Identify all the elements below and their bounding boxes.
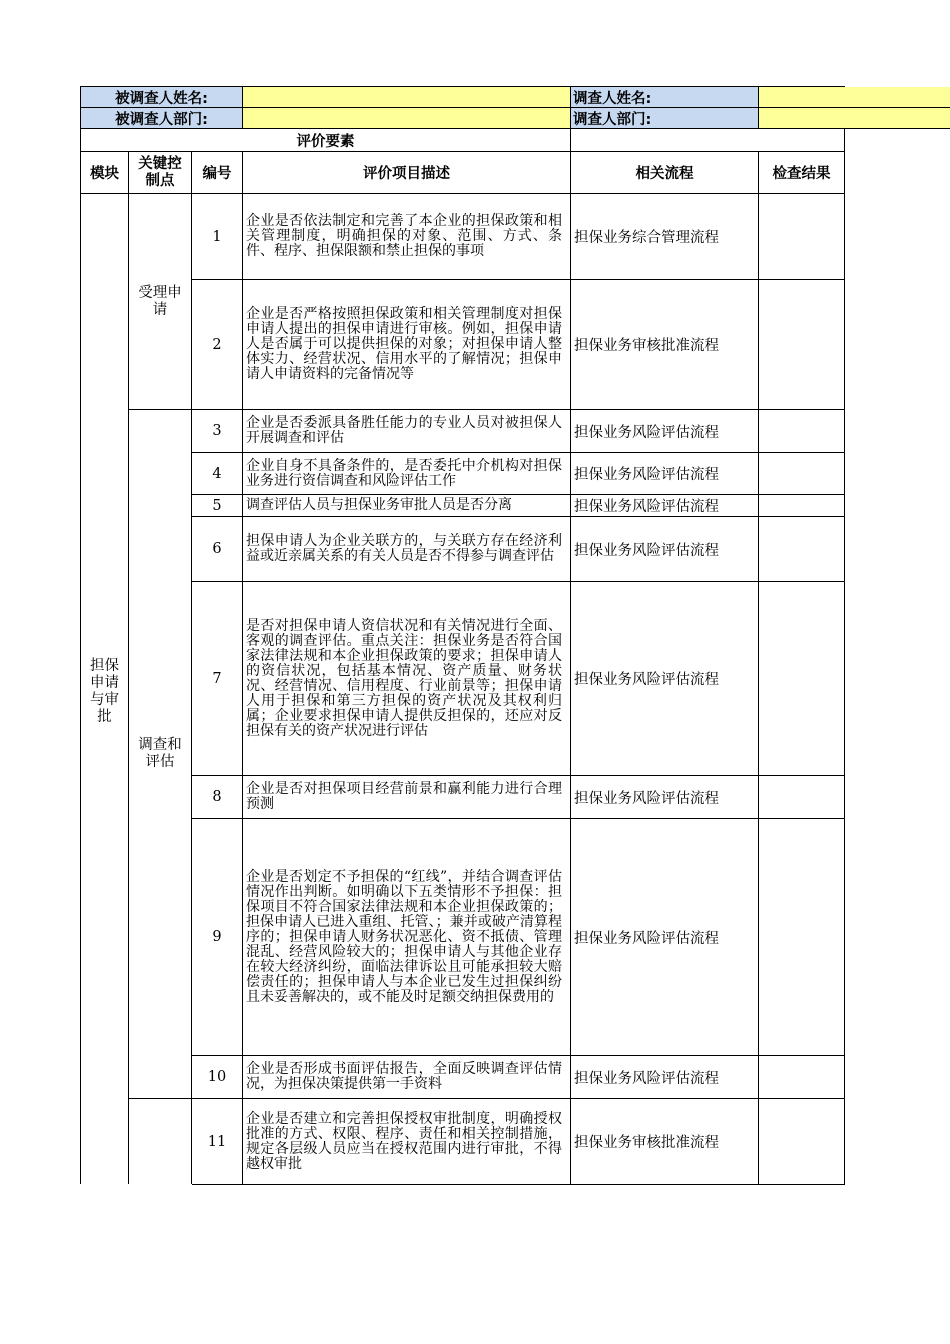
row-9-number: 9 <box>192 819 243 1056</box>
group-header-blank <box>571 129 845 152</box>
row-11-result[interactable] <box>759 1099 845 1185</box>
row-9-result[interactable] <box>759 819 845 1056</box>
row-8-number: 8 <box>192 776 243 819</box>
row-3-result[interactable] <box>759 410 845 453</box>
row-7-description-text: 是否对担保申请人资信状况和有关情况进行全面、客观的调查评估。重点关注：担保业务是否符合国家法律法规和本企业担保政策的要求；担保申请人的资信状况，包括基本情况、资产质量、财务状况、经营情况、信用程度、行业前景等；担保申请人用于担保和第三方担保的资产状况及其权利归属；企业要求担保申请人提供反担保的，还应对反担保有关的资产状况进行评估 <box>246 617 562 739</box>
row-2-number: 2 <box>192 280 243 410</box>
row-5-description-text: 调查评估人员与担保业务审批人员是否分离 <box>246 497 512 513</box>
row-2-result[interactable] <box>759 280 845 410</box>
control-point-approval <box>129 1099 192 1184</box>
surveyee-dept-input[interactable] <box>243 108 571 129</box>
surveyor-dept-input[interactable] <box>759 108 950 129</box>
row-6-description <box>243 517 571 582</box>
surveyee-dept-label: 被调查人部门: <box>81 108 243 129</box>
surveyor-name-label: 调查人姓名: <box>571 87 759 108</box>
column-header-result: 检查结果 <box>759 152 845 194</box>
control-point-accept-application <box>129 194 192 410</box>
row-2-process: 担保业务审核批准流程 <box>571 280 759 410</box>
row-10-description-text: 企业是否形成书面评估报告，全面反映调查评估情况，为担保决策提供第一手资料 <box>246 1061 562 1092</box>
control-point-investigation <box>129 410 192 1099</box>
row-3-description-text: 企业是否委派具备胜任能力的专业人员对被担保人开展调查和评估 <box>246 415 562 446</box>
control-point-investigation-label: 调查和评估 <box>138 737 182 770</box>
column-header-process: 相关流程 <box>571 152 759 194</box>
row-2-description <box>243 280 571 410</box>
row-10-result[interactable] <box>759 1056 845 1099</box>
row-4-result[interactable] <box>759 453 845 495</box>
row-6-number: 6 <box>192 517 243 582</box>
row-5-description <box>243 495 571 517</box>
module-cell <box>81 194 129 1184</box>
row-9-description-text: 企业是否划定不予担保的“红线”，并结合调查评估情况作出判断。如明确以下五类情形不予担保：担保项目不符合国家法律法规和本企业担保政策的；担保申请人已进入重组、托管、；兼并或破产清算程序的；担保申请人财务状况恶化、资不抵债、管理混乱、经营风险较大的；担保申请人与其他企业存在较大经济纠纷，面临法律诉讼且可能承担较大赔偿责任的；担保申请人与本企业已发生过担保纠纷且未妥善解决的，或不能及时足额交纳担保费用的 <box>246 868 562 1005</box>
surveyor-name-input[interactable] <box>759 87 950 108</box>
row-3-process: 担保业务风险评估流程 <box>571 410 759 453</box>
column-header-number: 编号 <box>192 152 243 194</box>
control-point-accept-label: 受理申请 <box>138 284 182 318</box>
row-5-process: 担保业务风险评估流程 <box>571 495 759 517</box>
row-5-result[interactable] <box>759 495 845 517</box>
row-11-process: 担保业务审核批准流程 <box>571 1099 759 1185</box>
row-1-result[interactable] <box>759 194 845 280</box>
row-4-description <box>243 453 571 495</box>
row-11-description <box>243 1099 571 1185</box>
row-1-process: 担保业务综合管理流程 <box>571 194 759 280</box>
row-10-number: 10 <box>192 1056 243 1099</box>
row-1-description <box>243 194 571 280</box>
row-10-process: 担保业务风险评估流程 <box>571 1056 759 1099</box>
row-7-number: 7 <box>192 582 243 776</box>
row-6-description-text: 担保申请人为企业关联方的，与关联方存在经济利益或近亲属关系的有关人员是否不得参与调查评估 <box>246 533 562 564</box>
row-1-number: 1 <box>192 194 243 280</box>
module-label: 担保申请与审批 <box>90 657 119 725</box>
column-header-control-point-text: 关键控制点 <box>138 155 182 189</box>
row-8-result[interactable] <box>759 776 845 819</box>
column-header-description: 评价项目描述 <box>243 152 571 194</box>
column-header-module: 模块 <box>81 152 129 194</box>
surveyee-name-input[interactable] <box>243 87 571 108</box>
row-4-number: 4 <box>192 453 243 495</box>
evaluation-elements-header: 评价要素 <box>81 129 571 152</box>
row-6-result[interactable] <box>759 517 845 582</box>
row-8-process: 担保业务风险评估流程 <box>571 776 759 819</box>
row-10-description <box>243 1056 571 1099</box>
surveyee-name-label: 被调查人姓名: <box>81 87 243 108</box>
row-3-description <box>243 410 571 453</box>
row-7-result[interactable] <box>759 582 845 776</box>
surveyor-dept-label: 调查人部门: <box>571 108 759 129</box>
row-4-description-text: 企业自身不具备条件的，是否委托中介机构对担保业务进行资信调查和风险评估工作 <box>246 457 562 489</box>
row-1-description-text: 企业是否依法制定和完善了本企业的担保政策和相关管理制度，明确担保的对象、范围、方式、条件、程序、担保限额和禁止担保的事项 <box>246 213 562 259</box>
row-7-process: 担保业务风险评估流程 <box>571 582 759 776</box>
row-9-process: 担保业务风险评估流程 <box>571 819 759 1056</box>
row-3-number: 3 <box>192 410 243 453</box>
row-2-description-text: 企业是否严格按照担保政策和相关管理制度对担保申请人提出的担保申请进行审核。例如，担保申请人是否属于可以提供担保的对象；对担保申请人整体实力、经营状况、信用水平的了解情况；担保申请人申请资料的完备情况等 <box>246 306 562 382</box>
row-7-description <box>243 582 571 776</box>
row-8-description <box>243 776 571 819</box>
column-header-control-point <box>129 152 192 194</box>
row-8-description-text: 企业是否对担保项目经营前景和赢利能力进行合理预测 <box>246 781 562 812</box>
row-9-description <box>243 819 571 1056</box>
row-4-process: 担保业务风险评估流程 <box>571 453 759 495</box>
row-11-description-text: 企业是否建立和完善担保授权审批制度，明确授权批准的方式、权限、程序、责任和相关控制措施，规定各层级人员应当在授权范围内进行审批，不得越权审批 <box>246 1110 562 1172</box>
row-6-process: 担保业务风险评估流程 <box>571 517 759 582</box>
row-11-number: 11 <box>192 1099 243 1185</box>
row-5-number: 5 <box>192 495 243 517</box>
